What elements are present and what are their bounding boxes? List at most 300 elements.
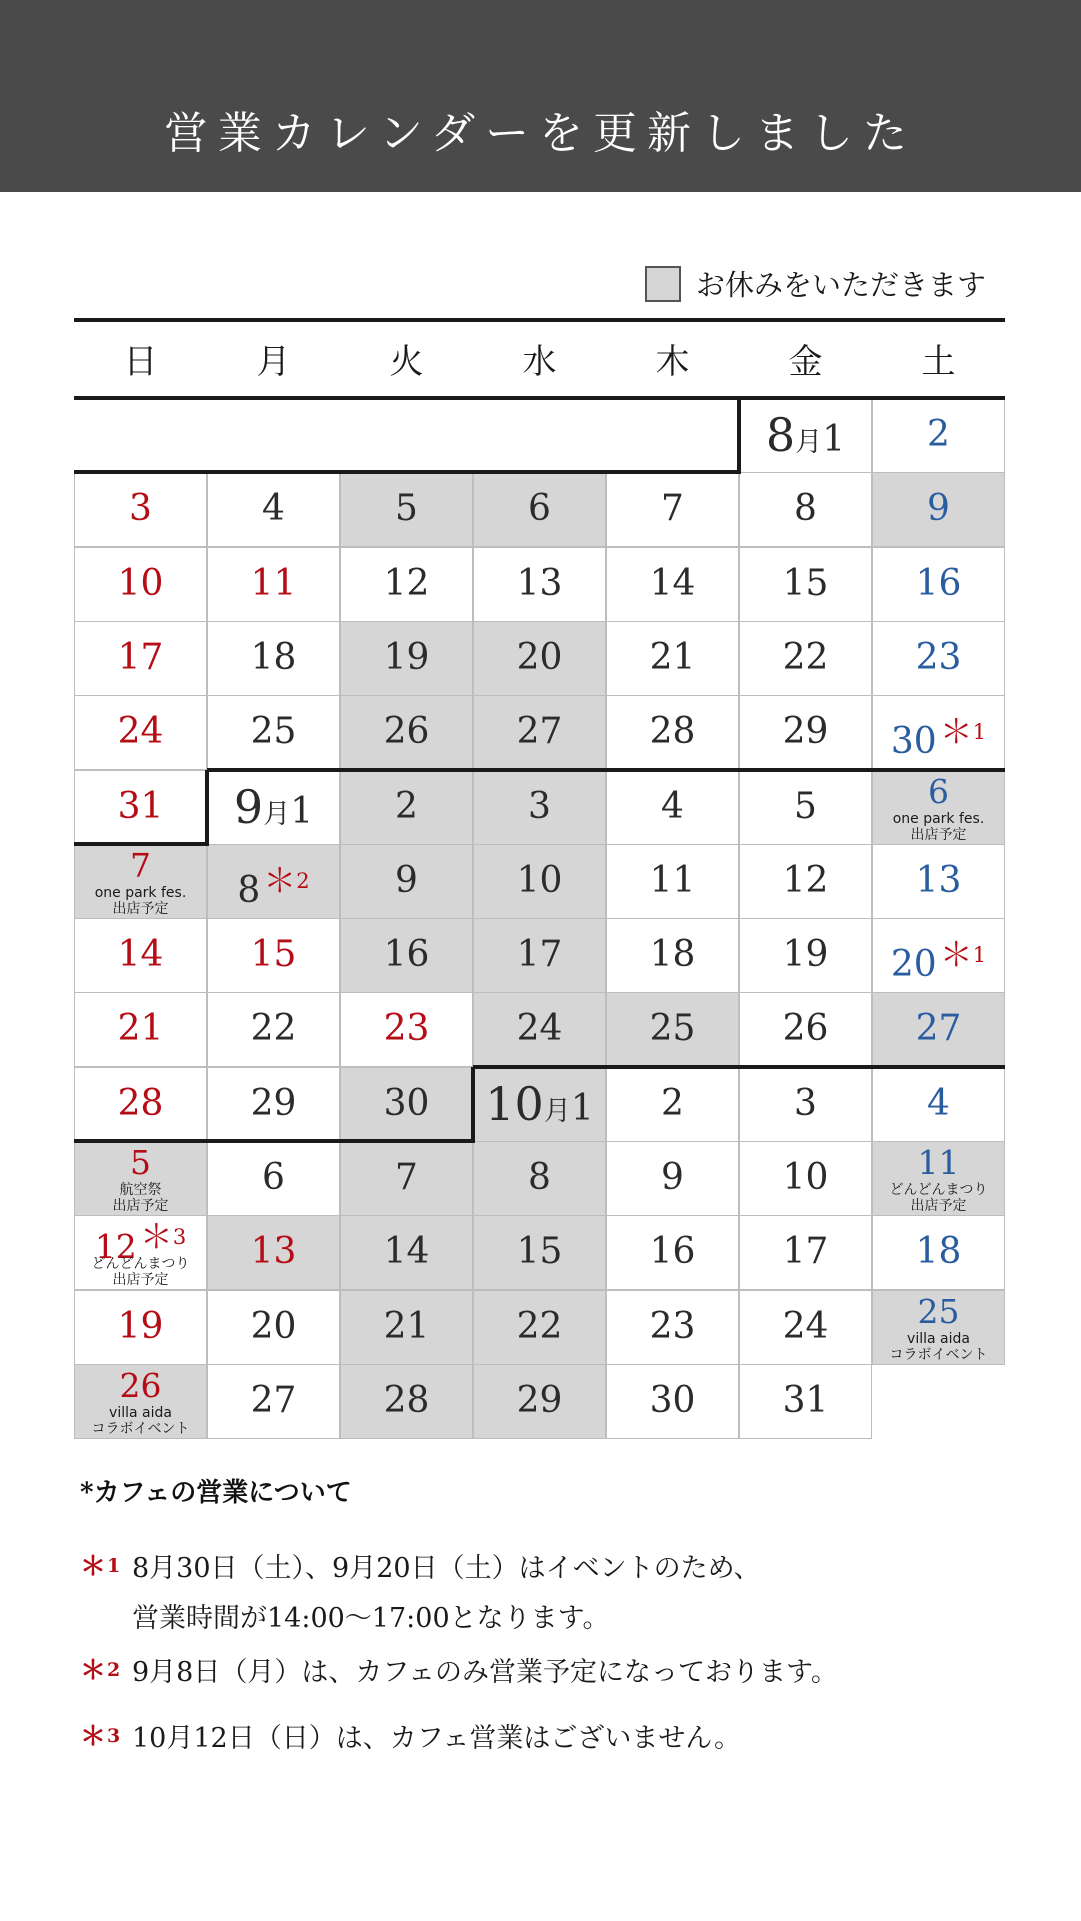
note-asterisk-mark: ＊ (80, 1552, 107, 1582)
event-note: villa aida (109, 1404, 172, 1421)
notes-title: *カフェの営業について (80, 1478, 352, 1508)
day-cell (473, 1141, 606, 1216)
day-number (873, 773, 1004, 811)
day-label: 22 (250, 1008, 297, 1050)
event-note: 出店予定 (112, 1198, 169, 1214)
event-note: コラボイベント (91, 1420, 190, 1437)
day-cell (872, 918, 1005, 993)
day-label: 18 (915, 1231, 962, 1273)
day-label: 23 (383, 1008, 430, 1050)
day-cell (606, 844, 739, 919)
day-cell (739, 547, 872, 622)
weekday-label: 水 (522, 341, 557, 382)
day-number (75, 931, 206, 979)
day-cell (473, 1290, 606, 1365)
day-label: 13 (516, 562, 563, 604)
day-cell (872, 472, 1005, 547)
day-label: 14 (117, 934, 164, 976)
day-number (474, 931, 605, 979)
day-number (873, 708, 1004, 766)
day-cell (606, 1290, 739, 1365)
day-number (208, 779, 339, 839)
day-cell (207, 1141, 340, 1216)
day-cell (473, 695, 606, 770)
note-text: 営業時間が14:00〜17:00となります。 (132, 1603, 610, 1634)
day-number (474, 485, 605, 533)
day-label: 18 (649, 934, 696, 976)
day-label: 29 (516, 1379, 563, 1421)
day-number (341, 857, 472, 905)
day-cell (872, 1067, 1005, 1142)
day-cell (473, 844, 606, 919)
month-boundary-line (74, 470, 739, 474)
day-number (341, 634, 472, 682)
asterisk-mark: ＊ (939, 935, 973, 975)
day-cell (74, 472, 207, 547)
event-note: 航空祭 (119, 1182, 162, 1198)
day-label: 5 (395, 488, 418, 530)
day-label: 30 (383, 1082, 430, 1124)
day-number (75, 708, 206, 756)
weekday-label: 金 (788, 341, 823, 382)
day-number (873, 1005, 1004, 1053)
day-cell (606, 992, 739, 1067)
day-label: 15 (250, 934, 297, 976)
weekday-label: 火 (389, 341, 424, 382)
day-cell (74, 1141, 207, 1216)
day-label: 23 (649, 1305, 696, 1347)
day-number (873, 1080, 1004, 1128)
day-cell (74, 621, 207, 696)
day-label: 30 (649, 1379, 696, 1421)
day-number (75, 847, 206, 885)
day-number (607, 1377, 738, 1425)
day-cell (473, 918, 606, 993)
day-label: 14 (649, 562, 696, 604)
day-number (607, 560, 738, 608)
day-label: 15 (782, 562, 829, 604)
day-cell (74, 1067, 207, 1142)
day-cell (739, 472, 872, 547)
day-cell (872, 398, 1005, 473)
day-cell (872, 770, 1005, 845)
day-number (341, 931, 472, 979)
event-note: どんどんまつり (889, 1182, 988, 1198)
month-boundary-line (74, 842, 207, 846)
day-number (341, 783, 472, 831)
day-label: 28 (383, 1379, 430, 1421)
day-cell (606, 918, 739, 993)
day-cell (872, 844, 1005, 919)
day-label: 25 (649, 1008, 696, 1050)
day-cell (473, 472, 606, 547)
day-number (75, 1144, 206, 1182)
day-number (740, 1377, 871, 1425)
day-cell (340, 1215, 473, 1290)
day-label: 29 (782, 711, 829, 753)
day-number (873, 1293, 1004, 1331)
note-asterisk (80, 1716, 120, 1753)
day-cell (207, 1364, 340, 1439)
event-note: コラボイベント (889, 1346, 988, 1363)
day-cell (872, 547, 1005, 622)
event-note: 出店予定 (910, 1198, 967, 1214)
day-number (607, 708, 738, 756)
day-number (474, 1005, 605, 1053)
month-number: 9 (233, 779, 264, 834)
day-label: 25 (917, 1291, 960, 1331)
asterisk-number: 1 (972, 943, 987, 968)
day-label: 4 (661, 785, 684, 827)
day-cell (340, 1290, 473, 1365)
day-number (474, 1377, 605, 1425)
day-cell (739, 918, 872, 993)
day-number (740, 1154, 871, 1202)
day-label: 25 (250, 711, 297, 753)
day-label: 14 (383, 1231, 430, 1273)
day-cell (74, 547, 207, 622)
day-number (474, 1154, 605, 1202)
day-cell (207, 770, 340, 845)
weekday-label: 日 (123, 341, 158, 382)
day-label: 26 (119, 1365, 162, 1405)
day-cell (74, 770, 207, 845)
day-number (208, 857, 339, 915)
day-cell (606, 770, 739, 845)
day-label: 1 (822, 419, 846, 460)
day-cell (74, 1215, 207, 1290)
day-cell (74, 844, 207, 919)
day-number (341, 1080, 472, 1128)
day-cell (872, 695, 1005, 770)
day-cell (74, 992, 207, 1067)
month-boundary-line (471, 1067, 475, 1143)
day-cell (606, 472, 739, 547)
day-number (740, 1228, 871, 1276)
day-number (208, 1080, 339, 1128)
note-text: 8月30日（土）、9月20日（土）はイベントのため、 (132, 1553, 761, 1584)
day-cell (340, 844, 473, 919)
day-cell (340, 1141, 473, 1216)
month-number: 8 (765, 408, 796, 462)
day-label: 17 (782, 1231, 829, 1273)
day-cell (207, 918, 340, 993)
day-label: 6 (528, 488, 551, 530)
day-number (607, 1005, 738, 1053)
day-cell (872, 621, 1005, 696)
event-note: 出店予定 (910, 826, 967, 843)
month-label: 月 (795, 427, 823, 458)
day-label: 13 (915, 859, 962, 901)
day-cell (340, 1067, 473, 1142)
day-cell (74, 695, 207, 770)
day-label: 24 (117, 711, 164, 753)
day-label: 19 (117, 1305, 164, 1347)
day-cell (872, 992, 1005, 1067)
day-label: 8 (528, 1157, 551, 1198)
day-number (740, 1005, 871, 1053)
month-boundary-line (74, 318, 1005, 322)
day-label: 31 (782, 1379, 829, 1421)
day-label: 27 (516, 711, 563, 753)
day-number (607, 1303, 738, 1351)
day-label: 27 (250, 1379, 297, 1421)
day-cell (606, 1215, 739, 1290)
day-number (740, 857, 871, 905)
day-label: 3 (129, 488, 152, 530)
day-number (740, 408, 871, 467)
month-number: 10 (485, 1076, 544, 1131)
event-note: どんどんまつり (91, 1256, 190, 1273)
day-cell (207, 1067, 340, 1142)
day-label: 16 (649, 1231, 696, 1273)
day-number (873, 1144, 1004, 1182)
day-number (208, 1005, 339, 1053)
note-asterisk-number: 1 (107, 1555, 121, 1577)
day-label: 3 (528, 785, 551, 827)
weekday-label: 月 (256, 341, 291, 382)
day-label: 20 (516, 636, 563, 678)
day-label: 22 (782, 636, 829, 678)
day-label: 9 (661, 1157, 684, 1198)
day-number (341, 485, 472, 533)
day-label: 6 (928, 771, 949, 811)
day-label: 21 (117, 1008, 164, 1050)
day-label: 19 (383, 636, 430, 678)
asterisk-mark: ＊ (939, 712, 973, 752)
day-cell (739, 621, 872, 696)
day-number (341, 560, 472, 608)
day-number (208, 1154, 339, 1202)
day-cell (606, 547, 739, 622)
day-label: 26 (383, 711, 430, 753)
day-number (208, 1228, 339, 1276)
day-cell (473, 1067, 606, 1142)
day-number (740, 708, 871, 756)
day-label: 18 (250, 636, 297, 678)
day-number (607, 485, 738, 533)
weekday-label: 木 (655, 341, 690, 382)
day-label: 7 (395, 1157, 418, 1198)
month-boundary-line (473, 1065, 1005, 1069)
day-cell (872, 1290, 1005, 1365)
month-boundary-line (74, 396, 1005, 400)
day-label: 7 (130, 845, 151, 885)
day-number (208, 708, 339, 756)
day-cell (872, 1141, 1005, 1216)
day-cell (606, 1067, 739, 1142)
day-cell (340, 621, 473, 696)
day-label: 15 (516, 1231, 563, 1273)
day-label: 8 (794, 488, 817, 530)
day-label: 2 (927, 414, 950, 455)
weekday-label: 土 (921, 341, 956, 382)
day-label: 21 (649, 636, 696, 678)
day-label: 11 (917, 1143, 960, 1182)
note-asterisk-mark: ＊ (80, 1722, 107, 1752)
day-number (75, 634, 206, 682)
day-cell (207, 844, 340, 919)
day-number (873, 560, 1004, 608)
day-number (474, 708, 605, 756)
day-number (474, 560, 605, 608)
day-cell (207, 1215, 340, 1290)
day-cell (207, 695, 340, 770)
day-number (75, 1303, 206, 1351)
day-cell (739, 770, 872, 845)
day-number (474, 1303, 605, 1351)
day-cell (207, 621, 340, 696)
month-boundary-line (737, 398, 741, 474)
day-number (740, 1303, 871, 1351)
day-number (341, 1154, 472, 1202)
day-number (607, 857, 738, 905)
day-cell (74, 1364, 207, 1439)
day-number (208, 1377, 339, 1425)
day-label: 7 (661, 488, 684, 530)
day-label: 16 (915, 562, 962, 604)
day-cell (739, 1364, 872, 1439)
day-number (208, 931, 339, 979)
day-label: 6 (262, 1157, 285, 1198)
day-number (341, 1303, 472, 1351)
day-label: 2 (661, 1082, 684, 1124)
day-cell (340, 547, 473, 622)
day-number (75, 1367, 206, 1405)
day-number (740, 560, 871, 608)
note-asterisk-number: 3 (107, 1725, 121, 1747)
day-cell (606, 1364, 739, 1439)
event-note: one park fes. (94, 884, 187, 901)
day-cell (340, 992, 473, 1067)
day-label: 20 (890, 944, 937, 986)
day-cell (739, 992, 872, 1067)
day-label: 10 (782, 1157, 829, 1198)
day-number (75, 560, 206, 608)
day-cell (340, 770, 473, 845)
note-asterisk-number: 2 (107, 1659, 121, 1681)
day-number (474, 857, 605, 905)
day-label: 27 (915, 1008, 962, 1050)
day-cell (739, 398, 872, 473)
asterisk-number: 1 (972, 720, 987, 745)
page-title: 営業カレンダーを更新しました (163, 108, 918, 159)
day-number (341, 1228, 472, 1276)
day-number (740, 931, 871, 979)
day-label: 1 (570, 1087, 594, 1129)
day-label: 19 (782, 934, 829, 976)
day-number (873, 411, 1004, 459)
day-number (75, 485, 206, 533)
day-label: 28 (117, 1082, 164, 1124)
day-cell (739, 1290, 872, 1365)
day-label: 5 (130, 1143, 151, 1182)
month-boundary-line (205, 770, 209, 846)
legend-label: お休みをいただきます (696, 268, 987, 302)
day-number (75, 783, 206, 831)
day-label: 16 (383, 934, 430, 976)
day-number (873, 634, 1004, 682)
day-label: 5 (794, 785, 817, 827)
day-label: 23 (915, 636, 962, 678)
day-cell (739, 1215, 872, 1290)
day-cell (207, 992, 340, 1067)
day-number (474, 1076, 605, 1136)
day-label: 4 (927, 1082, 950, 1124)
day-number (474, 1228, 605, 1276)
day-number (607, 783, 738, 831)
day-label: 9 (927, 488, 950, 530)
day-label: 10 (516, 859, 563, 901)
day-cell (473, 992, 606, 1067)
day-label: 9 (395, 859, 418, 901)
day-cell (473, 1215, 606, 1290)
asterisk-mark: ＊ (263, 860, 297, 900)
day-cell (207, 547, 340, 622)
day-cell (606, 621, 739, 696)
day-cell (739, 1067, 872, 1142)
day-number (474, 783, 605, 831)
asterisk-number: 2 (296, 868, 310, 893)
event-note: one park fes. (892, 810, 985, 827)
day-cell (340, 1364, 473, 1439)
day-label: 13 (250, 1231, 297, 1273)
asterisk-number: 3 (172, 1225, 187, 1250)
month-boundary-line (207, 768, 1005, 772)
day-label: 29 (250, 1082, 297, 1124)
day-label: 12 (94, 1227, 137, 1267)
month-boundary-line (74, 1139, 473, 1143)
day-label: 21 (383, 1305, 430, 1347)
day-number (607, 1154, 738, 1202)
day-label: 2 (395, 785, 418, 827)
day-number (75, 1080, 206, 1128)
month-label: 月 (543, 1095, 571, 1127)
day-cell (606, 1141, 739, 1216)
day-cell (606, 695, 739, 770)
note-asterisk-mark: ＊ (80, 1656, 107, 1686)
day-number (740, 634, 871, 682)
day-label: 17 (117, 636, 164, 678)
day-cell (872, 1215, 1005, 1290)
day-label: 22 (516, 1305, 563, 1347)
event-note: 出店予定 (112, 1272, 169, 1289)
day-cell (340, 472, 473, 547)
day-number (341, 1377, 472, 1425)
day-cell (739, 1141, 872, 1216)
day-cell (74, 918, 207, 993)
day-number (740, 783, 871, 831)
day-cell (207, 1290, 340, 1365)
day-label: 11 (649, 859, 696, 901)
day-number (208, 560, 339, 608)
day-label: 1 (290, 790, 314, 832)
day-cell (473, 621, 606, 696)
note-text: 10月12日（日）は、カフェ営業はございません。 (132, 1723, 741, 1754)
day-label: 24 (516, 1008, 563, 1050)
day-label: 20 (250, 1305, 297, 1347)
day-label: 17 (516, 934, 563, 976)
day-cell (473, 547, 606, 622)
note-text: 9月8日（月）は、カフェのみ営業予定になっております。 (132, 1657, 838, 1688)
day-number (607, 634, 738, 682)
day-cell (340, 918, 473, 993)
day-number (607, 1228, 738, 1276)
day-label: 31 (117, 785, 164, 827)
event-note: villa aida (907, 1330, 970, 1347)
day-number (740, 1080, 871, 1128)
day-number (208, 1303, 339, 1351)
